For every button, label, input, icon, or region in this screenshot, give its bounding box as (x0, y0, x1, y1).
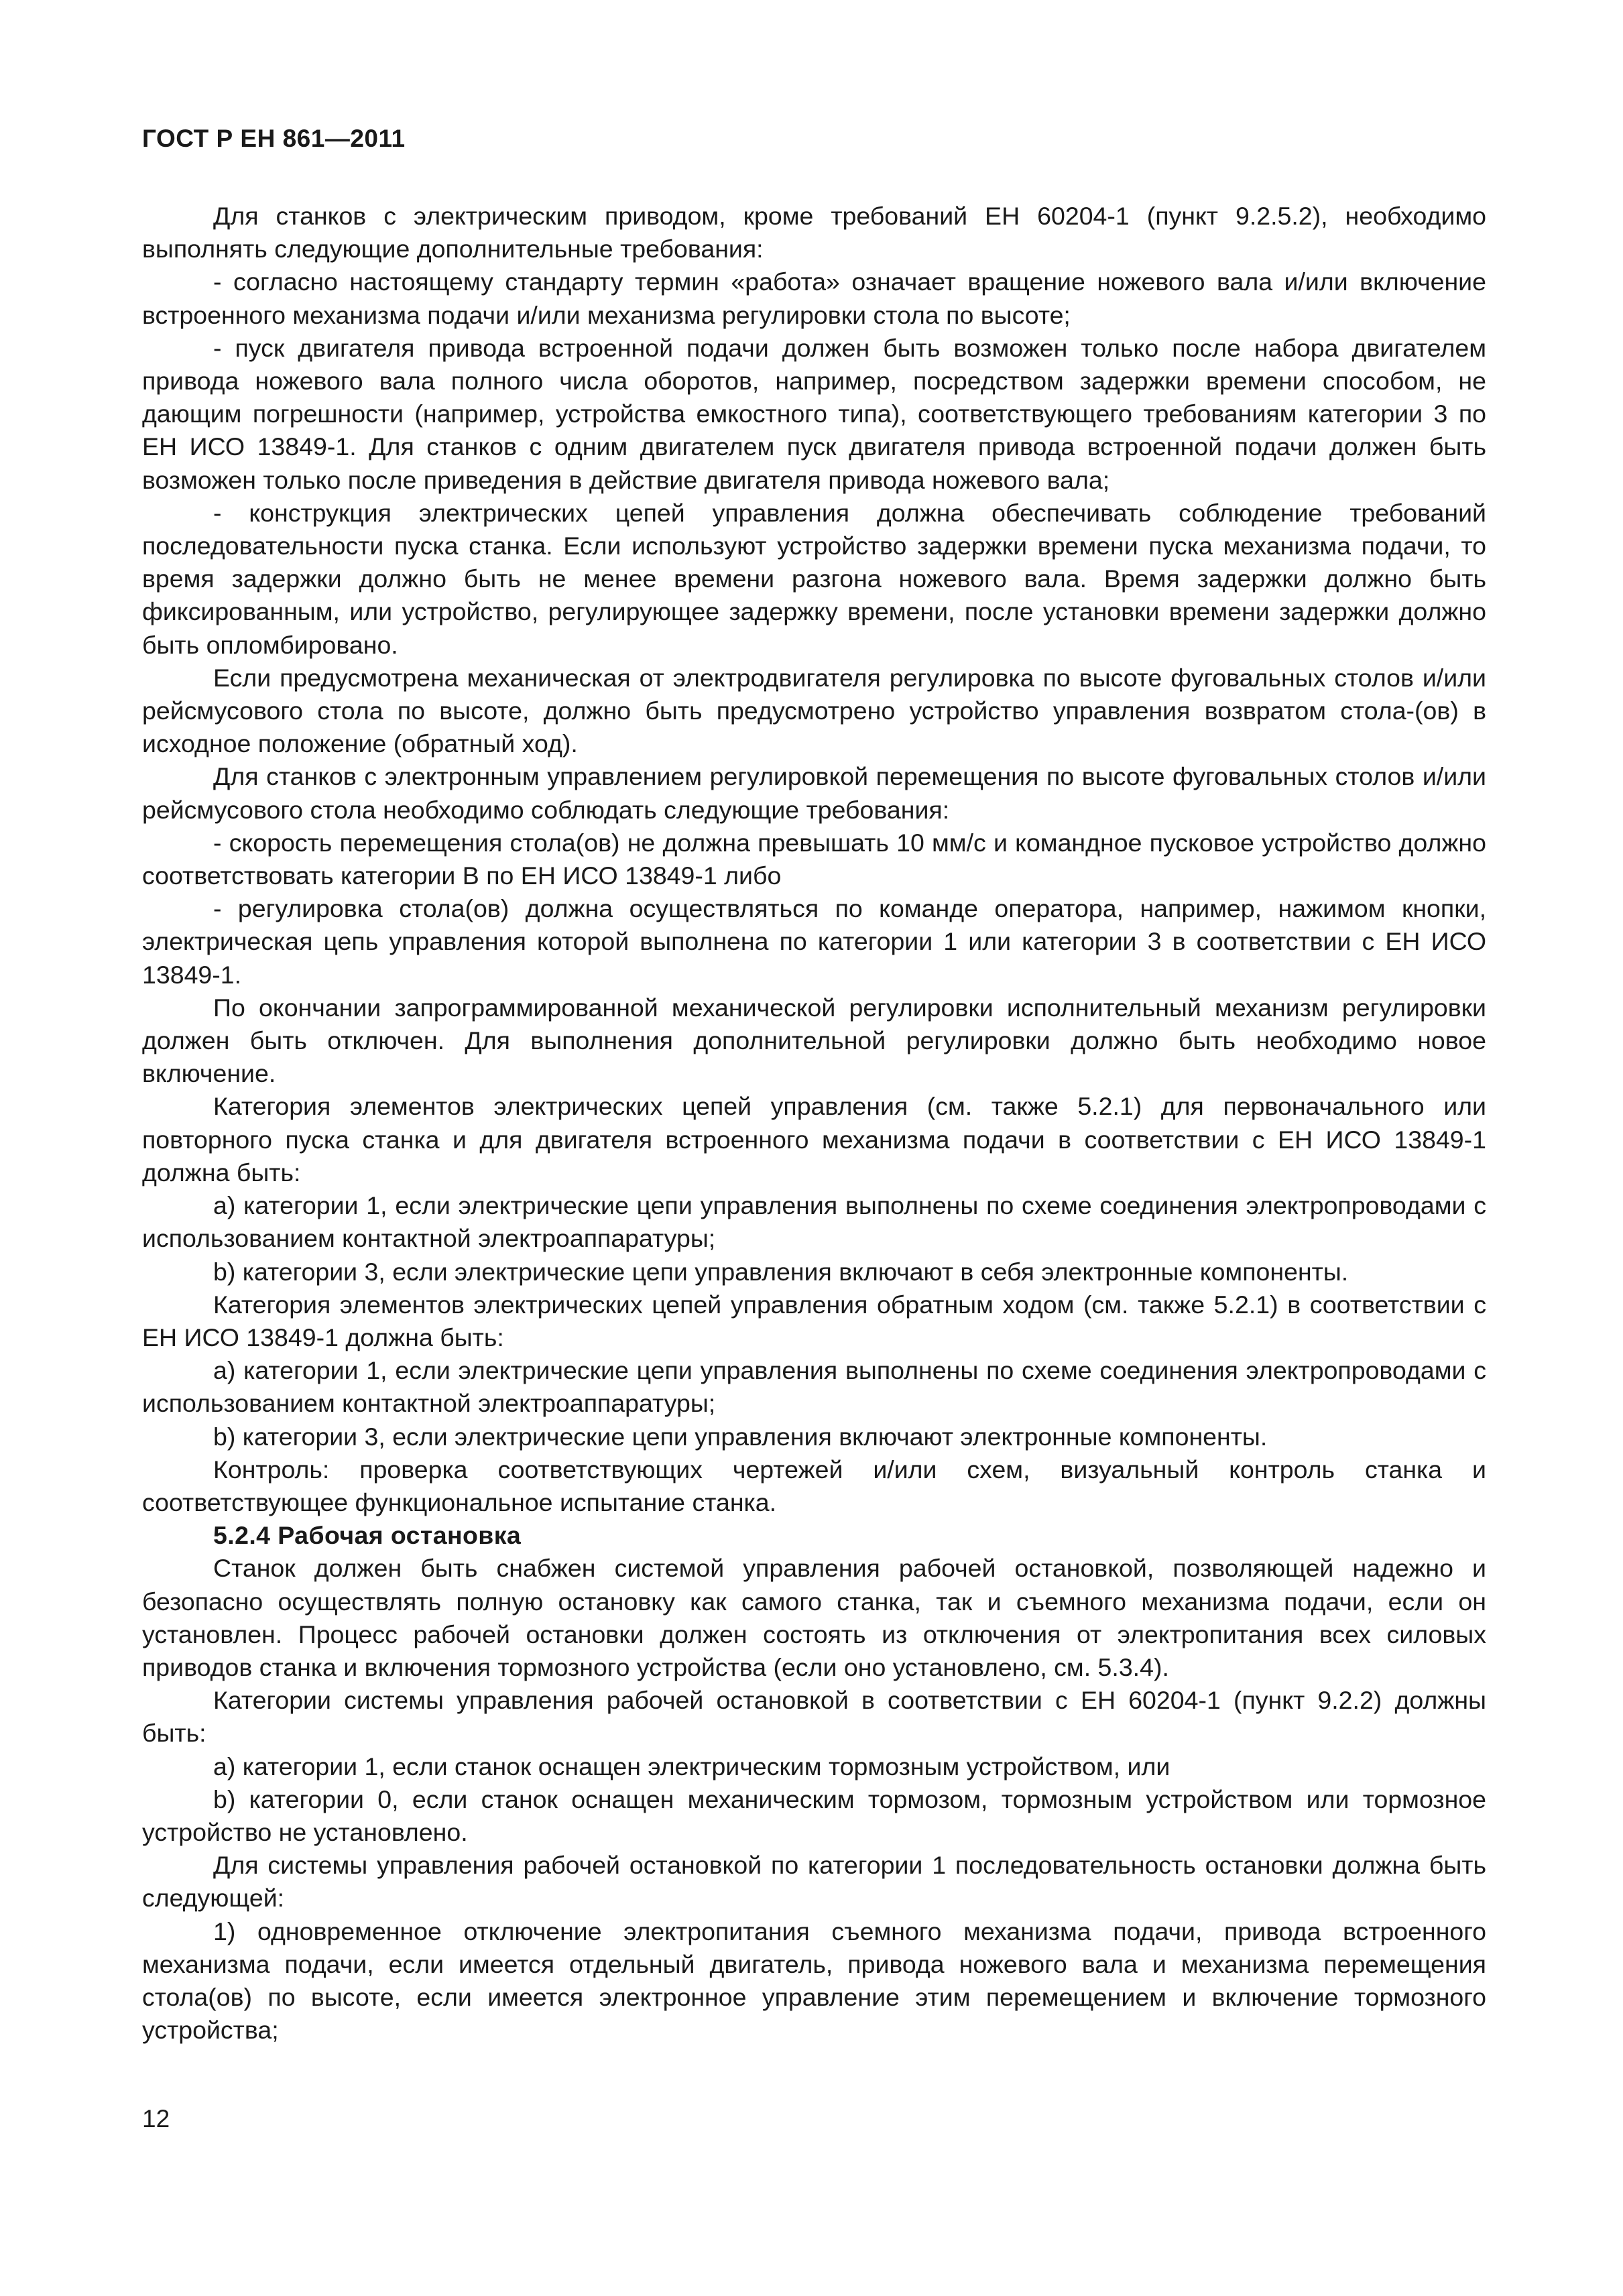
list-item: - конструкция электрических цепей управления должна обеспечивать соблюдение требований последовательности пуска станка. Если используют устройство задержки времени пуска механизма подачи, то время задержки должно быть не менее времени разгона ножевого вала. Время задержки должно быть фиксированным, или устройство, регулирующее задержку времени, после установки времени задержки должно быть опломбировано. (142, 498, 1486, 659)
paragraph: Если предусмотрена механическая от электродвигателя регулировка по высоте фуговальных столов и/или рейсмусового стола по высоте, должно быть предусмотрено устройство управления возвратом стола-(ов) в исходное положение (обратный ход). (142, 663, 1486, 758)
list-item: b) категории 3, если электрические цепи управления включают в себя электронные компоненты. (213, 1257, 1349, 1286)
list-item: b) категории 3, если электрические цепи управления включают электронные компоненты. (213, 1422, 1268, 1451)
paragraph: Станок должен быть снабжен системой управления рабочей остановкой, позволяющей надежно и безопасно осуществлять полную остановку как самого станка, так и съемного механизма подачи, если он установлен. Процесс рабочей остановки должен состоять из отключения от электропитания всех силовых приводов станка и включения тормозного устройства (если оно установлено, см. 5.3.4). (142, 1554, 1486, 1681)
list-item: - скорость перемещения стола(ов) не должна превышать 10 мм/с и командное пусковое устройство должно соответствовать категории В по ЕН ИСО 13849-1 либо (142, 828, 1486, 890)
document-body (142, 200, 1486, 2047)
paragraph: Для станков с электронным управлением регулировкой перемещения по высоте фуговальных столов и/или рейсмусового стола необходимо соблюдать следующие требования: (142, 762, 1486, 824)
list-item: a) категории 1, если электрические цепи управления выполнены по схеме соединения электропроводами с использованием контактной электроаппаратуры; (142, 1356, 1486, 1418)
paragraph: Категории системы управления рабочей остановкой в соответствии с ЕН 60204-1 (пункт 9.2.2) должны быть: (142, 1686, 1486, 1748)
page-number: 12 (142, 2105, 170, 2132)
list-item: b) категории 0, если станок оснащен механическим тормозом, тормозным устройством или тормозное устройство не установлено. (142, 1785, 1486, 1846)
list-item: a) категории 1, если электрические цепи управления выполнены по схеме соединения электропроводами с использованием контактной электроаппаратуры; (142, 1191, 1486, 1253)
paragraph: Для системы управления рабочей остановкой по категории 1 последовательность остановки должна быть следующей: (142, 1851, 1486, 1913)
list-item: - пуск двигателя привода встроенной подачи должен быть возможен только после набора двигателем привода ножевого вала полного числа оборотов, например, посредством задержки времени способом, не дающим погрешности (например, устройства емкостного типа), соответствующего требованиям категории 3 по ЕН ИСО 13849-1. Для станков с одним двигателем пуск двигателя привода встроенной подачи должен быть возможен только после приведения в действие двигателя привода ножевого вала; (142, 333, 1486, 494)
paragraph: Для станков с электрическим приводом, кроме требований ЕН 60204-1 (пункт 9.2.5.2), необходимо выполнять следующие дополнительные требования: (142, 202, 1486, 263)
paragraph: Категория элементов электрических цепей управления обратным ходом (см. также 5.2.1) в соответствии с ЕН ИСО 13849-1 должна быть: (142, 1290, 1486, 1351)
section-heading: 5.2.4 Рабочая остановка (213, 1521, 522, 1550)
list-item: 1) одновременное отключение электропитания съемного механизма подачи, привода встроенного механизма подачи, если имеется отдельный двигатель, привода ножевого вала и механизма перемещения стола(ов) по высоте, если имеется электронное управление этим перемещением и включение тормозного устройства; (142, 1917, 1486, 2045)
paragraph: Категория элементов электрических цепей управления (см. также 5.2.1) для первоначального или повторного пуска станка и для двигателя встроенного механизма подачи в соответствии с ЕН ИСО 13849-1 должна быть: (142, 1092, 1486, 1187)
paragraph: Контроль: проверка соответствующих чертежей и/или схем, визуальный контроль станка и соответствующее функциональное испытание станка. (142, 1455, 1486, 1516)
document-code-header: ГОСТ Р ЕН 861—2011 (142, 125, 406, 152)
list-item: - регулировка стола(ов) должна осуществляться по команде оператора, например, нажимом кнопки, электрическая цепь управления которой выполнена по категории 1 или категории 3 в соответствии с ЕН ИСО 13849-1. (142, 894, 1486, 989)
list-item: a) категории 1, если станок оснащен электрическим тормозным устройством, или (213, 1752, 1170, 1780)
paragraph: По окончании запрограммированной механической регулировки исполнительный механизм регулировки должен быть отключен. Для выполнения дополнительной регулировки должно быть необходимо новое включение. (142, 993, 1486, 1088)
list-item: - согласно настоящему стандарту термин «работа» означает вращение ножевого вала и/или включение встроенного механизма подачи и/или механизма регулировки стола по высоте; (142, 267, 1486, 329)
